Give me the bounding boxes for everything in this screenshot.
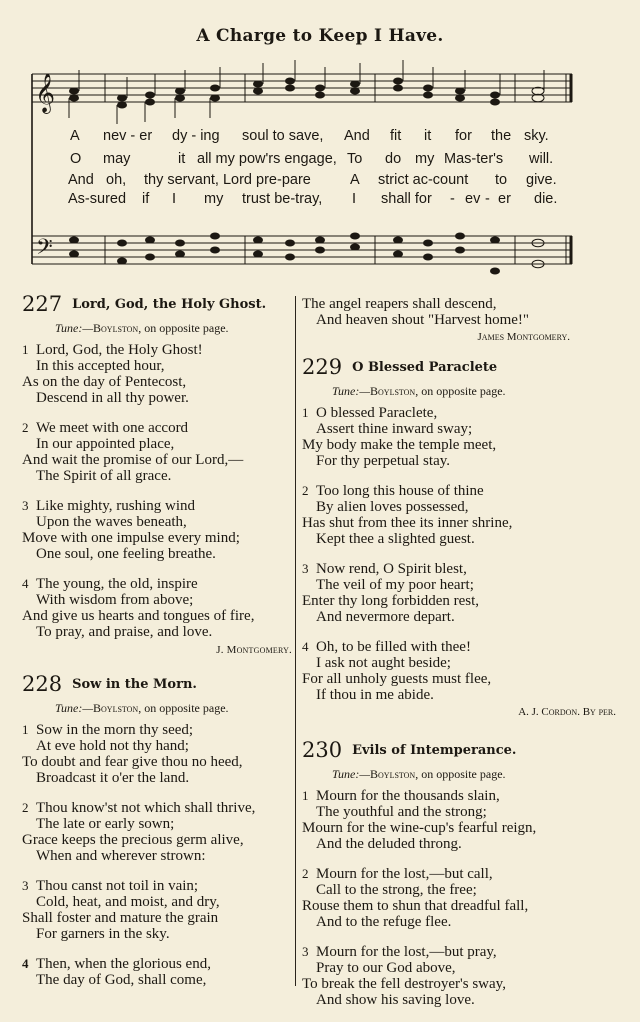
tune-line: Tune:—Boylston, on opposite page. <box>55 321 229 335</box>
verse-line: 1 O blessed Paraclete, <box>302 405 438 421</box>
lyric-line-4 <box>0 191 640 211</box>
lyric-word: Mas-ter's <box>444 151 504 167</box>
stanza <box>22 800 292 864</box>
verse-line: The youthful and the strong; <box>316 804 487 820</box>
verse-line: 2 Thou know'st not which shall thrive, <box>22 800 256 816</box>
verse-line: And heaven shout "Harvest home!" <box>316 312 530 328</box>
lyric-word: - <box>485 191 490 207</box>
left-column <box>22 292 292 1002</box>
verse-line: Broadcast it o'er the land. <box>36 770 190 786</box>
verse-line: For thy perpetual stay. <box>316 453 450 469</box>
lyric-word: I <box>172 191 177 207</box>
stanza <box>22 576 292 658</box>
lyric-word: dy - ing <box>172 128 220 144</box>
lyric-word: it <box>178 151 186 167</box>
stanza <box>302 788 622 852</box>
verse-line: 2 Too long this house of thine <box>302 483 484 499</box>
verse-line: With wisdom from above; <box>36 592 194 608</box>
column-divider <box>295 296 296 986</box>
hymn-title: O Blessed Paraclete <box>352 360 498 375</box>
lyric-line-1 <box>0 128 640 148</box>
lyric-word: - <box>450 191 455 207</box>
verse-line: Call to the strong, the free; <box>316 882 477 898</box>
stanza <box>302 405 622 469</box>
verse-line: I ask not aught beside; <box>316 655 451 671</box>
verse-line: Pray to our God above, <box>316 960 456 976</box>
verse-line: The late or early sown; <box>36 816 175 832</box>
author: A. J. Cordon. By per. <box>518 706 616 718</box>
stanza <box>302 639 622 720</box>
author: J. Montgomery. <box>216 644 292 656</box>
stanza <box>22 878 292 942</box>
lyric-word: shall for <box>381 191 432 207</box>
verse-line: In this accepted hour, <box>36 358 165 374</box>
lyric-word: And <box>344 128 370 144</box>
hymn-number: 229 <box>302 355 343 379</box>
lyric-word: thy servant, Lord pre-pare <box>144 172 311 188</box>
hymn-230-heading <box>302 738 622 764</box>
stanza <box>22 420 292 484</box>
verse-line: One soul, one feeling breathe. <box>36 546 216 562</box>
lyric-word: As-sured <box>68 191 127 207</box>
lyric-word: my <box>204 191 224 207</box>
hymn-title: Sow in the Morn. <box>72 677 197 692</box>
svg-text:𝄞: 𝄞 <box>35 73 56 113</box>
verse-line: Upon the waves beneath, <box>36 514 187 530</box>
verse-line: 2 Mourn for the lost,—but call, <box>302 866 493 882</box>
lyric-word: I <box>352 191 357 207</box>
hymn-number: 230 <box>302 738 343 762</box>
verse-line: If thou in me abide. <box>316 687 434 703</box>
stanza <box>22 956 292 988</box>
stanza <box>302 561 622 625</box>
verse-line: And the deluded throng. <box>316 836 462 852</box>
hymn-228-heading <box>22 672 292 698</box>
verse-line: By alien loves possessed, <box>316 499 469 515</box>
verse-line: And to the refuge flee. <box>316 914 452 930</box>
verse-line: Mourn for the wine-cup's fearful reign, <box>302 820 537 836</box>
verse-line: 2 We meet with one accord <box>22 420 189 436</box>
hymn-227-heading <box>22 292 292 318</box>
verse-line: In our appointed place, <box>36 436 175 452</box>
hymn-229-heading <box>302 355 622 381</box>
verse-line: And wait the promise of our Lord,— <box>22 452 244 468</box>
verse-line: When and wherever strown: <box>36 848 206 864</box>
lyric-word: fit <box>390 128 402 144</box>
lyric-word: for <box>455 128 472 144</box>
verse-line: Rouse them to shun that dreadful fall, <box>302 898 529 914</box>
lyric-line-2 <box>0 151 640 171</box>
page-title: A Charge to Keep I Have. <box>196 26 444 46</box>
hymn-number: 228 <box>22 672 63 696</box>
tune-line: Tune:—Boylston, on opposite page. <box>332 384 506 398</box>
verse-line: The angel reapers shall descend, <box>302 296 497 312</box>
verse-line: The veil of my poor heart; <box>316 577 474 593</box>
lyric-word: trust be-tray, <box>242 191 323 207</box>
lyric-word: oh, <box>106 172 127 188</box>
tune-line: Tune:—Boylston, on opposite page. <box>332 767 506 781</box>
lyric-word: A <box>350 172 360 188</box>
verse-line: Assert thine inward sway; <box>316 421 473 437</box>
verse-line: And nevermore depart. <box>316 609 455 625</box>
verse-line: The Spirit of all grace. <box>36 468 172 484</box>
verse-line: Kept thee a slighted guest. <box>316 531 475 547</box>
lyric-word: er <box>498 191 511 207</box>
lyric-word: to <box>495 172 508 188</box>
lyric-word: nev - er <box>103 128 153 144</box>
lyric-word: strict ac-count <box>378 172 469 188</box>
verse-line: 3 Now rend, O Spirit blest, <box>302 561 467 577</box>
verse-line: Move with one impulse every mind; <box>22 530 240 546</box>
lyric-word: To <box>347 151 363 167</box>
svg-text:𝄢: 𝄢 <box>36 235 53 265</box>
right-column <box>302 296 622 1022</box>
lyric-word: O <box>70 151 82 167</box>
lyric-line-3 <box>0 172 640 192</box>
verse-line: 1 Mourn for the thousands slain, <box>302 788 500 804</box>
lyric-word: may <box>103 151 131 167</box>
lyric-word: die. <box>534 191 558 207</box>
lyric-word: And <box>68 172 94 188</box>
stanza <box>302 866 622 930</box>
verse-line: 3 Mourn for the lost,—but pray, <box>302 944 497 960</box>
verse-line: 1 Lord, God, the Holy Ghost! <box>22 342 203 358</box>
lyric-word: do <box>385 151 402 167</box>
hymn-title: Evils of Intemperance. <box>352 743 517 758</box>
lyric-word: will. <box>529 151 554 167</box>
tune-line: Tune:—Boylston, on opposite page. <box>55 701 229 715</box>
verse-line: 1 Sow in the morn thy seed; <box>22 722 194 738</box>
verse-line: For all unholy guests must flee, <box>302 671 492 687</box>
verse-line: Descend in all thy power. <box>36 390 189 406</box>
verse-line: 3 Like mighty, rushing wind <box>22 498 196 514</box>
verse-line: To pray, and praise, and love. <box>36 624 213 640</box>
lyric-word: give. <box>526 172 557 188</box>
verse-line: 3 Thou canst not toil in vain; <box>22 878 199 894</box>
verse-line: Grace keeps the precious germ alive, <box>22 832 244 848</box>
stanza <box>22 722 292 786</box>
lyric-word: A <box>70 128 80 144</box>
verse-line: Has shut from thee its inner shrine, <box>302 515 513 531</box>
lyric-word: my <box>415 151 435 167</box>
verse-line: Enter thy long forbidden rest, <box>302 593 480 609</box>
stanza <box>302 944 622 1008</box>
verse-line: Cold, heat, and moist, and dry, <box>36 894 220 910</box>
hymn-number: 227 <box>22 292 63 316</box>
verse-line: My body make the temple meet, <box>302 437 497 453</box>
verse-line: At eve hold not thy hand; <box>36 738 189 754</box>
verse-line: To doubt and fear give thou no heed, <box>22 754 243 770</box>
lyric-word: ev <box>465 191 481 207</box>
lyric-word: if <box>142 191 150 207</box>
lyric-word: the <box>491 128 512 144</box>
lyric-word: all my pow'rs engage, <box>197 151 337 167</box>
verse-line: And give us hearts and tongues of fire, <box>22 608 255 624</box>
verse-line: To break the fell destroyer's sway, <box>302 976 506 992</box>
verse-line: For garners in the sky. <box>36 926 170 942</box>
verse-line: 4 Oh, to be filled with thee! <box>302 639 471 655</box>
stanza <box>302 483 622 547</box>
verse-line: 4 The young, the old, inspire <box>22 576 198 592</box>
stanza <box>22 342 292 406</box>
verse-line: As on the day of Pentecost, <box>22 374 187 390</box>
verse-line: 4 Then, when the glorious end, <box>22 956 211 972</box>
verse-line: The day of God, shall come, <box>36 972 207 988</box>
hymn-title: Lord, God, the Holy Ghost. <box>72 297 267 312</box>
author: James Montgomery. <box>477 331 570 343</box>
stanza <box>22 498 292 562</box>
verse-line: Shall foster and mature the grain <box>22 910 219 926</box>
lyric-word: it <box>424 128 432 144</box>
lyric-word: soul to save, <box>242 128 324 144</box>
verse-line: And show his saving love. <box>316 992 475 1008</box>
lyric-word: sky. <box>524 128 549 144</box>
